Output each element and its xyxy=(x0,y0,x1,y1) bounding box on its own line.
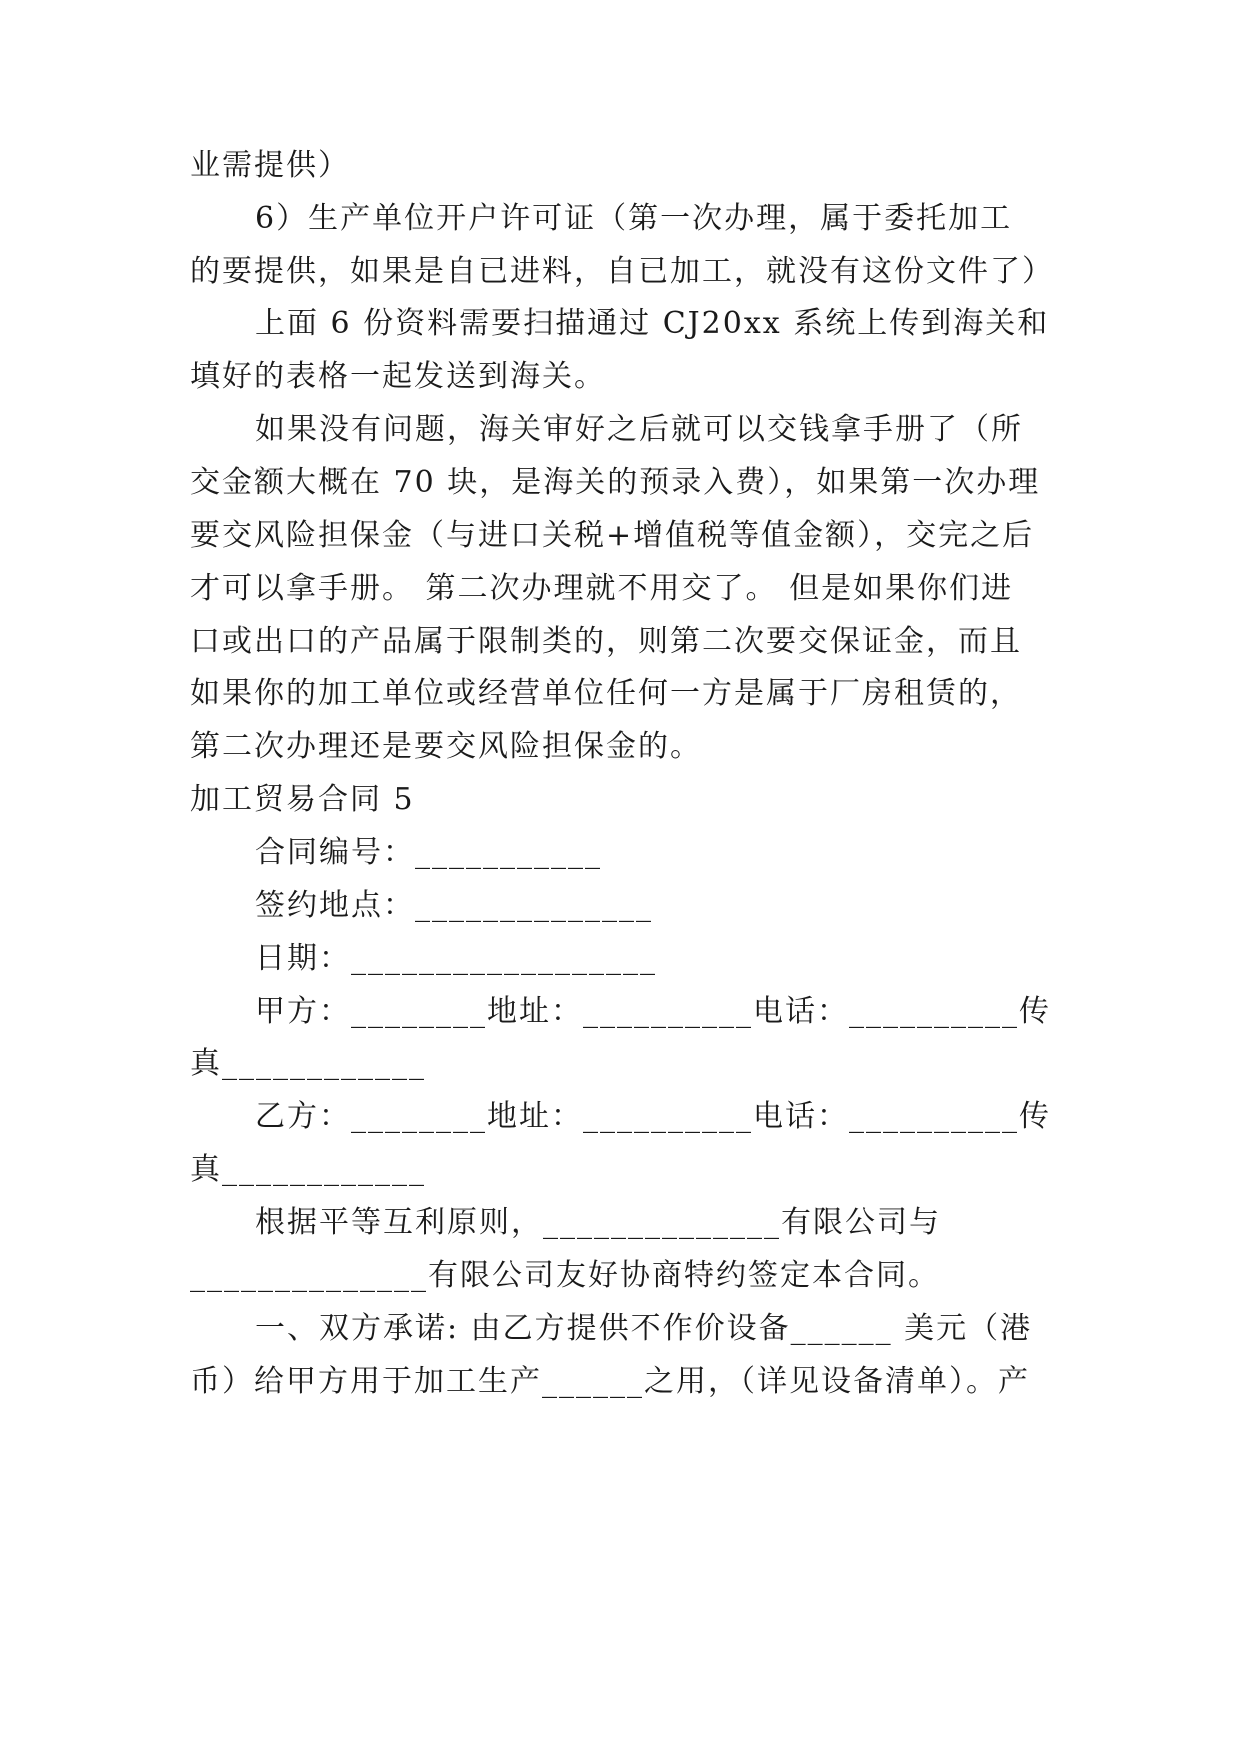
text-line: 6）生产单位开户许可证（第一次办理，属于委托加工 xyxy=(255,201,1013,236)
text-line: 业需提供） xyxy=(190,148,350,183)
text-line: 填好的表格一起发送到海关。 xyxy=(190,359,606,394)
text-line: 如果没有问题，海关审好之后就可以交钱拿手册了（所 xyxy=(255,412,1023,447)
text-line: 如果你的加工单位或经营单位任何一方是属于厂房租赁的， xyxy=(190,676,1022,711)
text-line: 才可以拿手册。 第二次办理就不用交了。 但是如果你们进 xyxy=(190,571,1014,606)
section-heading: 加工贸易合同 5 xyxy=(190,782,415,817)
party-a-fax-field: 真____________ xyxy=(190,1046,426,1081)
party-a-field: 甲方：________地址：__________电话：__________传 xyxy=(255,994,1051,1029)
text-line: 上面 6 份资料需要扫描通过 CJ20xx 系统上传到海关和 xyxy=(255,306,1050,341)
party-b-fax-field: 真____________ xyxy=(190,1152,426,1187)
text-line: 的要提供，如果是自已进料，自已加工，就没有这份文件了） xyxy=(190,254,1054,289)
text-line: 一、双方承诺: 由乙方提供不作价设备______ 美元（港 xyxy=(255,1311,1033,1346)
text-line: 交金额大概在 70 块，是海关的预录入费），如果第一次办理 xyxy=(190,465,1041,500)
text-line: 根据平等互利原则，______________有限公司与 xyxy=(255,1205,941,1240)
signing-place-field: 签约地点：______________ xyxy=(255,888,653,923)
contract-number-field: 合同编号：___________ xyxy=(255,835,602,870)
party-b-field: 乙方：________地址：__________电话：__________传 xyxy=(255,1099,1051,1134)
date-field: 日期：__________________ xyxy=(255,941,657,976)
text-line: ______________有限公司友好协商特约签定本合同。 xyxy=(190,1258,940,1293)
text-line: 币）给甲方用于加工生产______之用，（详见设备清单）。产 xyxy=(190,1364,1030,1399)
text-line: 口或出口的产品属于限制类的，则第二次要交保证金，而且 xyxy=(190,624,1022,659)
text-line: 第二次办理还是要交风险担保金的。 xyxy=(190,729,702,764)
text-line: 要交风险担保金（与进口关税+增值税等值金额），交完之后 xyxy=(190,518,1035,553)
